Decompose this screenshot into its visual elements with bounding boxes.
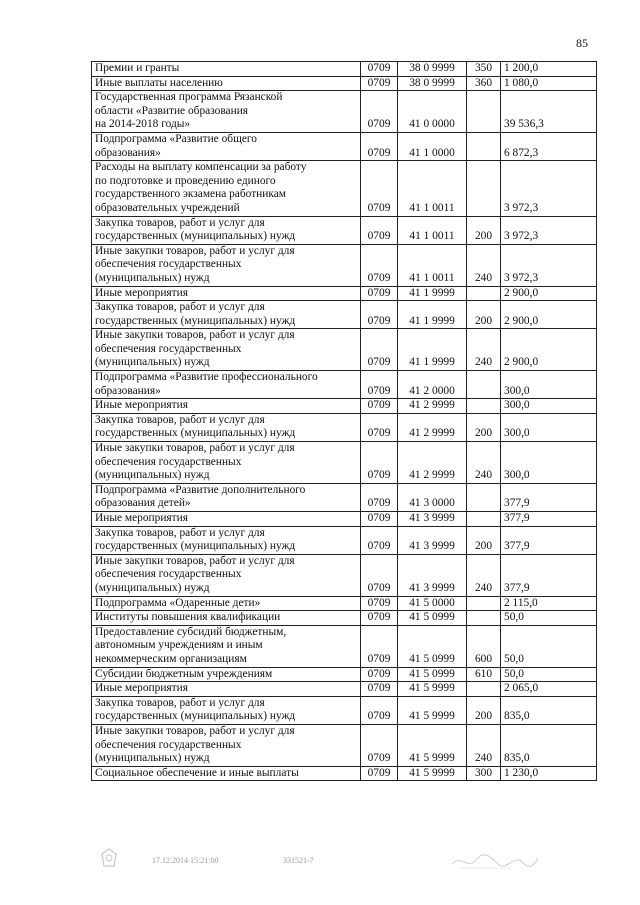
row-csr: 38 0 9999 bbox=[398, 62, 467, 77]
stamp-icon bbox=[100, 848, 118, 868]
row-csr: 41 3 9999 bbox=[398, 526, 467, 554]
row-csr: 41 2 9999 bbox=[398, 413, 467, 441]
row-razdel: 0709 bbox=[361, 442, 398, 484]
table-row bbox=[92, 682, 597, 697]
row-razdel: 0709 bbox=[361, 526, 398, 554]
row-csr: 41 1 9999 bbox=[398, 286, 467, 301]
row-csr: 41 3 9999 bbox=[398, 512, 467, 527]
row-csr: 41 2 9999 bbox=[398, 399, 467, 414]
row-amount: 2 065,0 bbox=[501, 682, 597, 697]
table-row bbox=[92, 216, 597, 244]
row-amount: 2 115,0 bbox=[501, 596, 597, 611]
row-csr: 41 5 9999 bbox=[398, 696, 467, 724]
row-csr: 41 0 0000 bbox=[398, 91, 467, 133]
row-csr: 41 2 0000 bbox=[398, 371, 467, 399]
row-vr: 200 bbox=[467, 696, 501, 724]
row-vr bbox=[467, 161, 501, 216]
row-razdel: 0709 bbox=[361, 76, 398, 91]
table-row bbox=[92, 161, 597, 216]
row-razdel: 0709 bbox=[361, 329, 398, 371]
row-razdel: 0709 bbox=[361, 62, 398, 77]
row-razdel: 0709 bbox=[361, 371, 398, 399]
row-csr: 41 1 0011 bbox=[398, 244, 467, 286]
table-row bbox=[92, 91, 597, 133]
row-vr: 360 bbox=[467, 76, 501, 91]
table-row bbox=[92, 554, 597, 596]
row-amount: 377,9 bbox=[501, 554, 597, 596]
row-vr: 600 bbox=[467, 625, 501, 667]
row-amount: 300,0 bbox=[501, 371, 597, 399]
row-vr: 200 bbox=[467, 216, 501, 244]
row-name: Иные закупки товаров, работ и услуг для обеспечения государственных (муниципальных) нужд bbox=[92, 329, 361, 371]
row-vr: 350 bbox=[467, 62, 501, 77]
row-csr: 41 5 0999 bbox=[398, 625, 467, 667]
row-name: Иные мероприятия bbox=[92, 286, 361, 301]
row-razdel: 0709 bbox=[361, 244, 398, 286]
row-razdel: 0709 bbox=[361, 596, 398, 611]
table-row bbox=[92, 442, 597, 484]
row-name: Субсидии бюджетным учреждениям bbox=[92, 667, 361, 682]
row-name: Иные мероприятия bbox=[92, 682, 361, 697]
row-razdel: 0709 bbox=[361, 682, 398, 697]
table-row bbox=[92, 483, 597, 511]
table-row bbox=[92, 667, 597, 682]
row-vr bbox=[467, 286, 501, 301]
row-vr: 240 bbox=[467, 554, 501, 596]
row-name: Подпрограмма «Развитие дополнительного образования детей» bbox=[92, 483, 361, 511]
row-csr: 41 1 0000 bbox=[398, 132, 467, 160]
row-csr: 41 2 9999 bbox=[398, 442, 467, 484]
row-amount: 3 972,3 bbox=[501, 244, 597, 286]
row-name: Социальное обеспечение и иные выплаты bbox=[92, 766, 361, 781]
row-razdel: 0709 bbox=[361, 667, 398, 682]
row-amount: 50,0 bbox=[501, 611, 597, 626]
budget-table-body bbox=[92, 62, 597, 781]
footer-timestamp: 17.12.2014 15:21:00 bbox=[152, 856, 219, 865]
row-name: Премии и гранты bbox=[92, 62, 361, 77]
table-row bbox=[92, 611, 597, 626]
row-csr: 41 5 0999 bbox=[398, 611, 467, 626]
row-razdel: 0709 bbox=[361, 286, 398, 301]
row-vr bbox=[467, 611, 501, 626]
row-amount: 300,0 bbox=[501, 442, 597, 484]
row-amount: 300,0 bbox=[501, 399, 597, 414]
table-row bbox=[92, 371, 597, 399]
row-razdel: 0709 bbox=[361, 724, 398, 766]
row-name: Подпрограмма «Развитие общего образования» bbox=[92, 132, 361, 160]
row-amount: 1 080,0 bbox=[501, 76, 597, 91]
signature-icon bbox=[450, 850, 540, 872]
row-name: Закупка товаров, работ и услуг для государственных (муниципальных) нужд bbox=[92, 301, 361, 329]
row-amount: 2 900,0 bbox=[501, 286, 597, 301]
row-razdel: 0709 bbox=[361, 132, 398, 160]
table-row bbox=[92, 512, 597, 527]
row-csr: 38 0 9999 bbox=[398, 76, 467, 91]
row-amount: 377,9 bbox=[501, 483, 597, 511]
row-amount: 377,9 bbox=[501, 512, 597, 527]
row-name: Предоставление субсидий бюджетным, автономным учреждениям и иным некоммерческим организациям bbox=[92, 625, 361, 667]
row-razdel: 0709 bbox=[361, 413, 398, 441]
row-amount: 39 536,3 bbox=[501, 91, 597, 133]
footer-doc-code: 331521-7 bbox=[283, 856, 314, 865]
budget-table bbox=[91, 61, 597, 781]
row-razdel: 0709 bbox=[361, 611, 398, 626]
row-amount: 50,0 bbox=[501, 625, 597, 667]
table-row bbox=[92, 596, 597, 611]
row-amount: 2 900,0 bbox=[501, 329, 597, 371]
table-row bbox=[92, 625, 597, 667]
row-name: Иные закупки товаров, работ и услуг для обеспечения государственных (муниципальных) нужд bbox=[92, 554, 361, 596]
row-vr: 240 bbox=[467, 724, 501, 766]
table-row bbox=[92, 62, 597, 77]
row-csr: 41 1 9999 bbox=[398, 301, 467, 329]
row-name: Иные закупки товаров, работ и услуг для обеспечения государственных (муниципальных) нужд bbox=[92, 724, 361, 766]
row-vr: 200 bbox=[467, 301, 501, 329]
row-vr bbox=[467, 371, 501, 399]
row-vr: 200 bbox=[467, 413, 501, 441]
row-amount: 1 230,0 bbox=[501, 766, 597, 781]
row-razdel: 0709 bbox=[361, 696, 398, 724]
table-row bbox=[92, 286, 597, 301]
row-vr bbox=[467, 682, 501, 697]
row-vr bbox=[467, 483, 501, 511]
row-amount: 1 200,0 bbox=[501, 62, 597, 77]
row-name: Государственная программа Рязанской области «Развитие образования на 2014-2018 годы» bbox=[92, 91, 361, 133]
row-csr: 41 5 9999 bbox=[398, 724, 467, 766]
row-name: Закупка товаров, работ и услуг для государственных (муниципальных) нужд bbox=[92, 526, 361, 554]
row-razdel: 0709 bbox=[361, 399, 398, 414]
row-amount: 3 972,3 bbox=[501, 216, 597, 244]
row-amount: 300,0 bbox=[501, 413, 597, 441]
table-row bbox=[92, 399, 597, 414]
row-csr: 41 5 0999 bbox=[398, 667, 467, 682]
table-row bbox=[92, 766, 597, 781]
table-row bbox=[92, 132, 597, 160]
row-razdel: 0709 bbox=[361, 625, 398, 667]
row-amount: 2 900,0 bbox=[501, 301, 597, 329]
row-name: Подпрограмма «Развитие профессионального образования» bbox=[92, 371, 361, 399]
row-razdel: 0709 bbox=[361, 483, 398, 511]
row-vr bbox=[467, 596, 501, 611]
row-name: Закупка товаров, работ и услуг для государственных (муниципальных) нужд bbox=[92, 216, 361, 244]
row-csr: 41 1 0011 bbox=[398, 216, 467, 244]
row-name: Иные закупки товаров, работ и услуг для обеспечения государственных (муниципальных) нужд bbox=[92, 244, 361, 286]
row-amount: 835,0 bbox=[501, 724, 597, 766]
row-vr: 240 bbox=[467, 442, 501, 484]
table-row bbox=[92, 696, 597, 724]
row-csr: 41 3 0000 bbox=[398, 483, 467, 511]
row-vr bbox=[467, 132, 501, 160]
row-csr: 41 5 9999 bbox=[398, 766, 467, 781]
row-amount: 3 972,3 bbox=[501, 161, 597, 216]
row-csr: 41 5 0000 bbox=[398, 596, 467, 611]
table-row bbox=[92, 244, 597, 286]
row-razdel: 0709 bbox=[361, 766, 398, 781]
row-name: Институты повышения квалификации bbox=[92, 611, 361, 626]
row-vr: 240 bbox=[467, 244, 501, 286]
row-name: Подпрограмма «Одаренные дети» bbox=[92, 596, 361, 611]
table-row bbox=[92, 413, 597, 441]
row-amount: 50,0 bbox=[501, 667, 597, 682]
row-amount: 6 872,3 bbox=[501, 132, 597, 160]
row-razdel: 0709 bbox=[361, 161, 398, 216]
table-row bbox=[92, 76, 597, 91]
row-vr bbox=[467, 91, 501, 133]
row-name: Иные мероприятия bbox=[92, 399, 361, 414]
row-razdel: 0709 bbox=[361, 301, 398, 329]
table-row bbox=[92, 329, 597, 371]
row-csr: 41 1 0011 bbox=[398, 161, 467, 216]
row-csr: 41 5 9999 bbox=[398, 682, 467, 697]
row-razdel: 0709 bbox=[361, 216, 398, 244]
row-vr bbox=[467, 399, 501, 414]
row-vr: 240 bbox=[467, 329, 501, 371]
table-row bbox=[92, 724, 597, 766]
page-number: 85 bbox=[576, 36, 588, 50]
row-vr bbox=[467, 512, 501, 527]
row-razdel: 0709 bbox=[361, 512, 398, 527]
row-name: Иные закупки товаров, работ и услуг для обеспечения государственных (муниципальных) нужд bbox=[92, 442, 361, 484]
row-name: Закупка товаров, работ и услуг для государственных (муниципальных) нужд bbox=[92, 413, 361, 441]
row-razdel: 0709 bbox=[361, 554, 398, 596]
row-vr: 610 bbox=[467, 667, 501, 682]
row-amount: 377,9 bbox=[501, 526, 597, 554]
table-row bbox=[92, 526, 597, 554]
row-name: Расходы на выплату компенсации за работу по подготовке и проведению единого государственного экзамена работникам образовательных учреждений bbox=[92, 161, 361, 216]
row-name: Иные выплаты населению bbox=[92, 76, 361, 91]
row-csr: 41 3 9999 bbox=[398, 554, 467, 596]
row-vr: 300 bbox=[467, 766, 501, 781]
row-amount: 835,0 bbox=[501, 696, 597, 724]
row-csr: 41 1 9999 bbox=[398, 329, 467, 371]
table-row bbox=[92, 301, 597, 329]
row-vr: 200 bbox=[467, 526, 501, 554]
row-name: Иные мероприятия bbox=[92, 512, 361, 527]
row-razdel: 0709 bbox=[361, 91, 398, 133]
row-name: Закупка товаров, работ и услуг для государственных (муниципальных) нужд bbox=[92, 696, 361, 724]
